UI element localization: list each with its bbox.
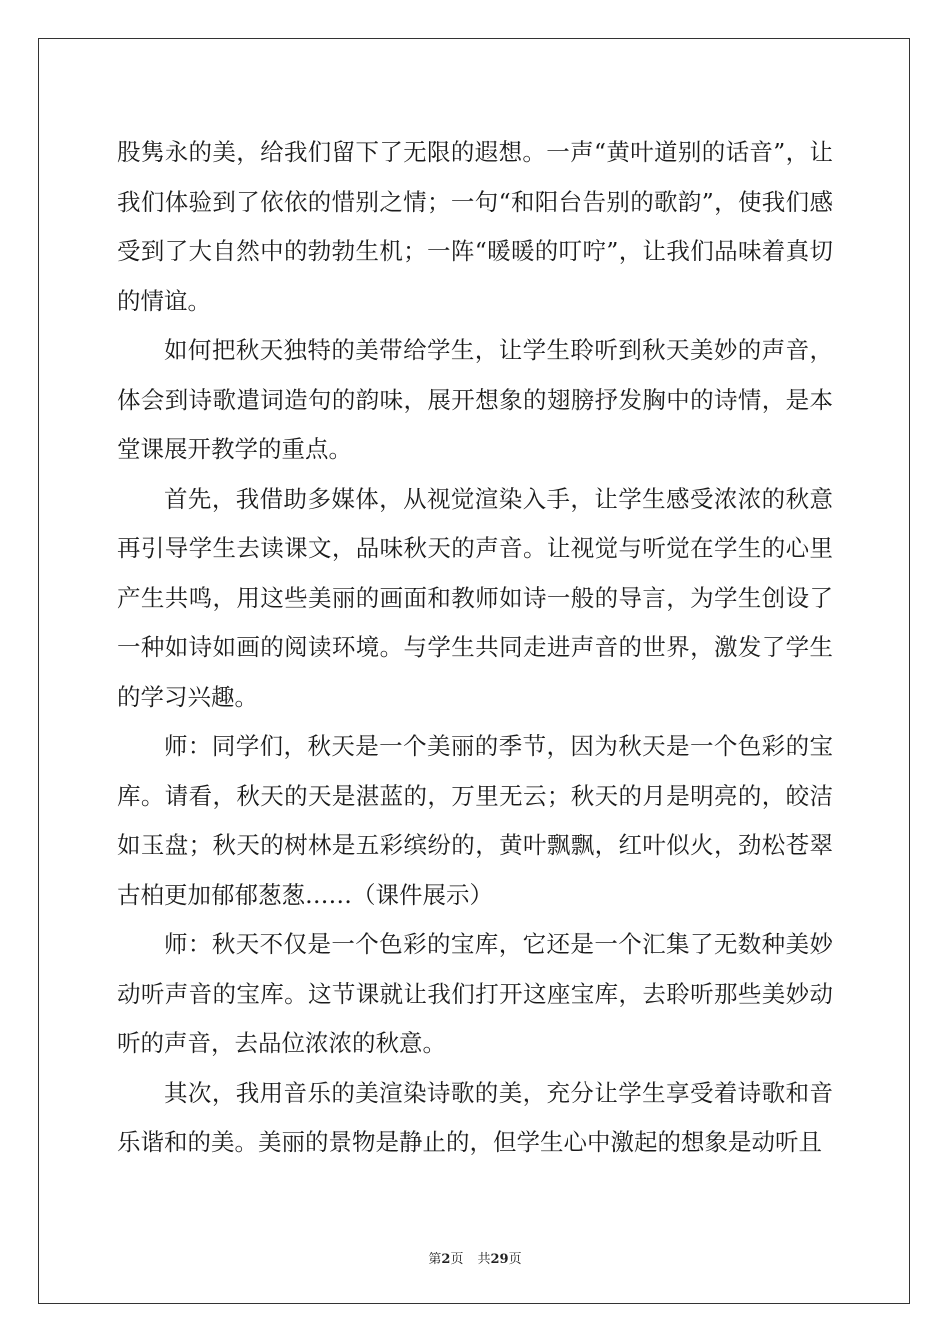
paragraph-2: 如何把秋天独特的美带给学生，让学生聆听到秋天美妙的声音，体会到诗歌遣词造句的韵味，展开想象的翅膀抒发胸中的诗情，是本堂课展开教学的重点。	[117, 336, 833, 463]
total-suffix: 页	[508, 1252, 522, 1267]
page-total: 29	[490, 1252, 509, 1267]
paragraph-4: 师：同学们，秋天是一个美丽的季节，因为秋天是一个色彩的宝库。请看，秋天的天是湛蓝的，万里无云；秋天的月是明亮的，皎洁如玉盘；秋天的树林是五彩缤纷的，黄叶飘飘，红叶似火，劲松苍翠古柏更加郁郁葱葱……（课件展示）	[117, 732, 833, 909]
page-footer	[0, 1248, 950, 1267]
paragraph-3: 首先，我借助多媒体，从视觉渲染入手，让学生感受浓浓的秋意再引导学生去读课文，品味秋天的声音。让视觉与听觉在学生的心里产生共鸣，用这些美丽的画面和教师如诗一般的导言，为学生创设了一种如诗如画的阅读环境。与学生共同走进声音的世界，激发了学生的学习兴趣。	[117, 484, 833, 711]
document-body	[117, 128, 833, 1168]
paragraph-6: 其次，我用音乐的美渲染诗歌的美，充分让学生享受着诗歌和音乐谐和的美。美丽的景物是静止的，但学生心中激起的想象是动听且	[117, 1078, 833, 1156]
page-prefix: 第	[428, 1252, 442, 1267]
total-prefix: 共	[477, 1252, 491, 1267]
page-current: 2	[441, 1252, 451, 1267]
page-suffix: 页	[450, 1252, 464, 1267]
paragraph-1: 股隽永的美，给我们留下了无限的遐想。一声“黄叶道别的话音”，让我们体验到了依依的惜别之情；一句“和阳台告别的歌韵”，使我们感受到了大自然中的勃勃生机；一阵“暖暖的叮咛”，让我们品味着真切的情谊。	[117, 138, 833, 315]
paragraph-5: 师：秋天不仅是一个色彩的宝库，它还是一个汇集了无数种美妙动听声音的宝库。这节课就让我们打开这座宝库，去聆听那些美妙动听的声音，去品位浓浓的秋意。	[117, 930, 833, 1057]
